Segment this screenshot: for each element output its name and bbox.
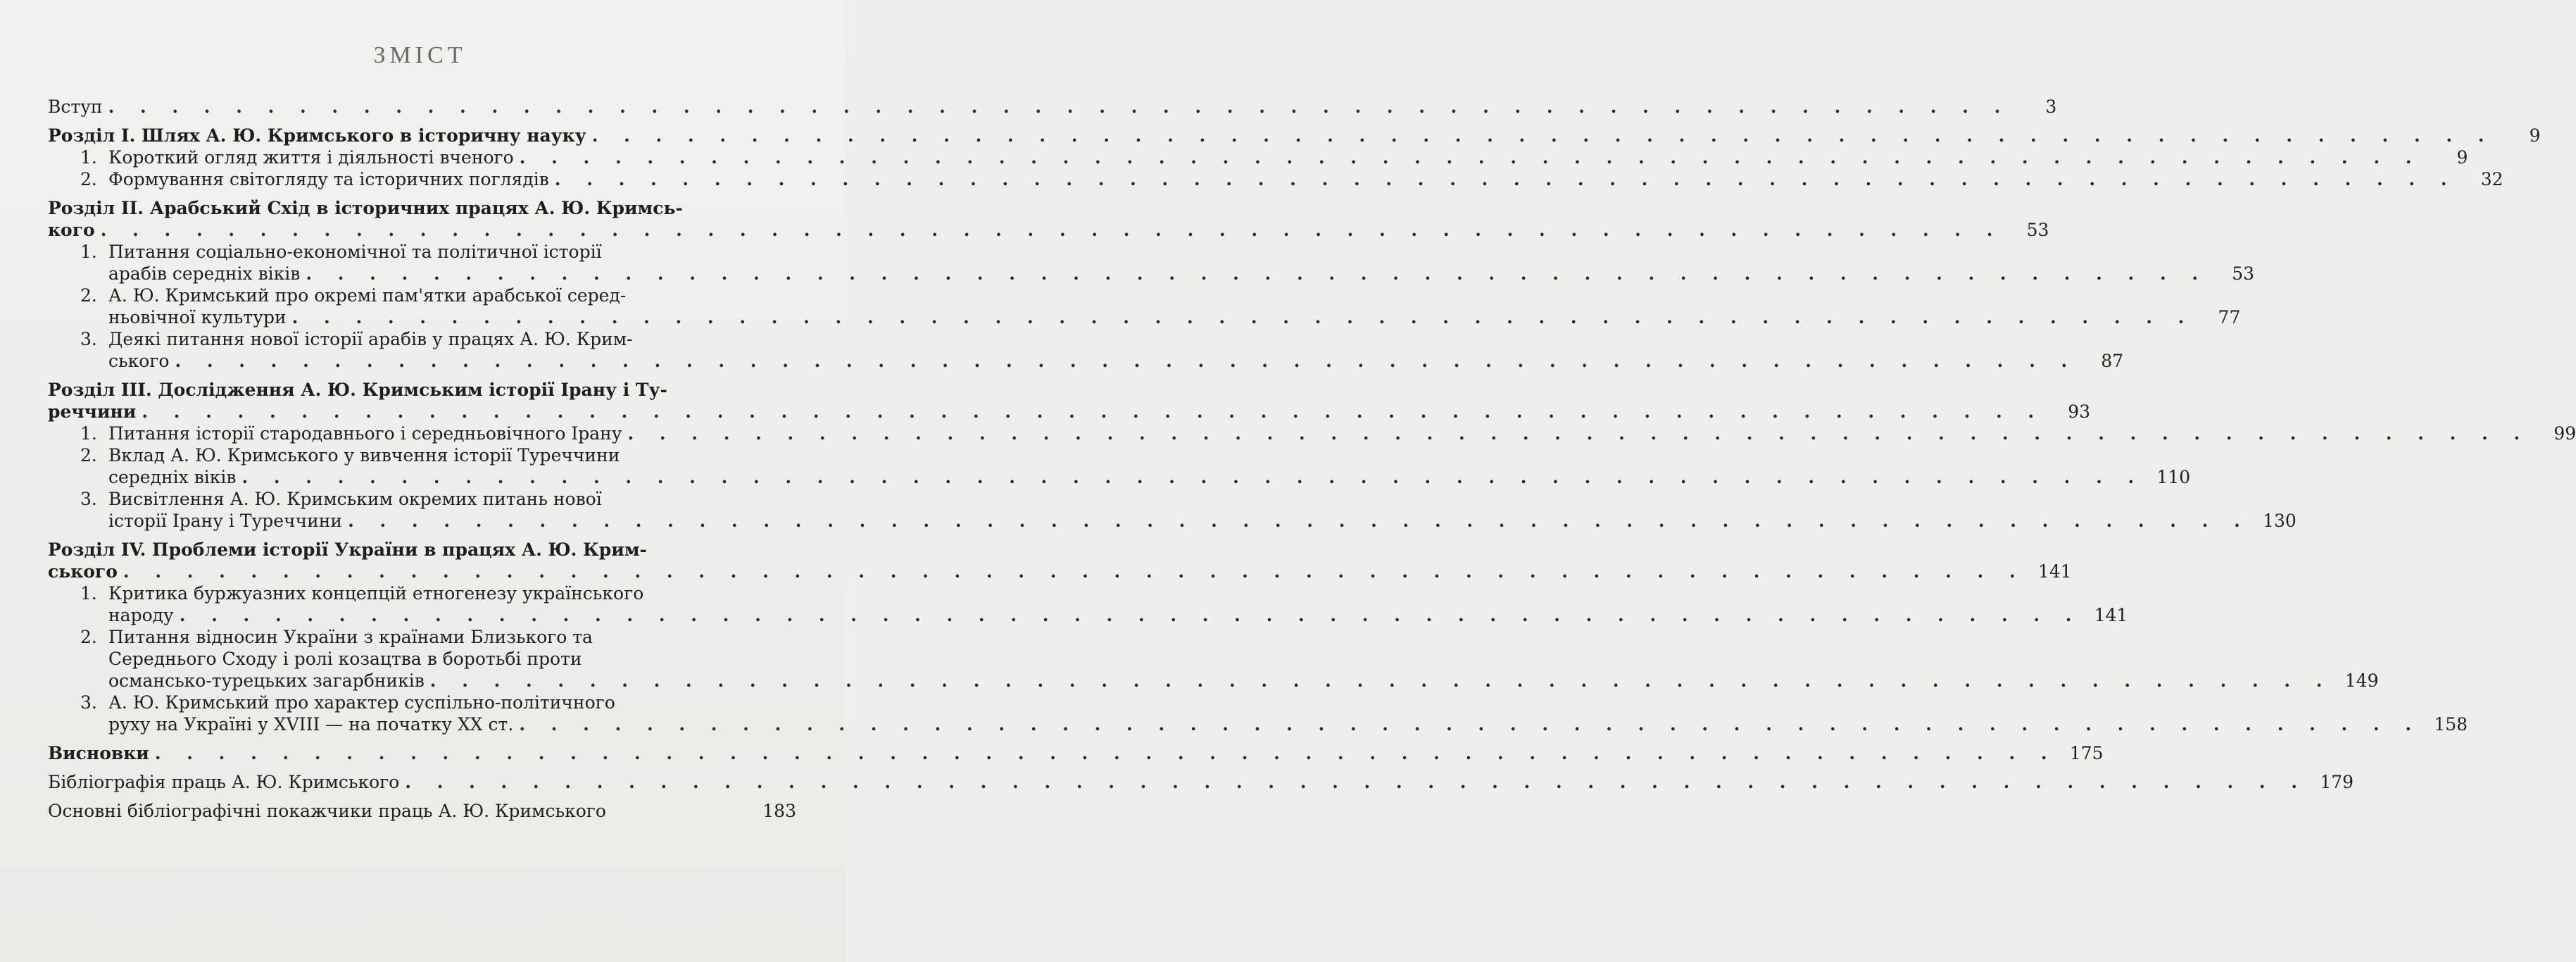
toc-entry-number: 1. xyxy=(80,147,97,168)
page-number: 99 xyxy=(2553,423,2576,444)
table-of-contents xyxy=(44,96,2576,822)
dot-leader: . . . . . . . . . . . . . . . . . . . . . . . . . . . . . . . . . . . . . . . . . . . . . . . . . . . . . . . . . . . . xyxy=(179,605,2082,625)
toc-entry-number: 1. xyxy=(80,242,97,262)
toc-entry-text: арабів середніх віків xyxy=(108,263,301,284)
toc-entry xyxy=(44,96,2057,118)
toc-entry-line xyxy=(44,582,796,604)
page-number: 130 xyxy=(2263,511,2297,531)
toc-entry-number: 2. xyxy=(80,627,97,647)
toc-entry-text: Середнього Сходу і ролі козацтва в боротьбі проти xyxy=(108,649,582,669)
toc-entry xyxy=(44,241,2255,285)
toc-entry-text: Розділ I. Шлях А. Ю. Кримського в історичну науку xyxy=(48,125,586,146)
toc-entry xyxy=(44,444,2191,488)
page-number: 77 xyxy=(2218,307,2241,327)
toc-entry xyxy=(44,168,2503,190)
dot-leader: . . . . . . . . . . . . . . . . . . . . . . . . . . . . . . . . . . . . . . . . . . . . . . . . . . . . . . . . . . . . xyxy=(519,147,2422,168)
page-number: 158 xyxy=(2434,714,2468,735)
toc-entry-line xyxy=(44,444,796,466)
toc-entry xyxy=(44,626,2379,692)
toc-entry xyxy=(44,423,2576,444)
toc-entry-text: середніх віків xyxy=(108,467,237,487)
toc-entry-text: реччини xyxy=(48,401,137,422)
toc-entry xyxy=(44,146,2468,168)
toc-entry-text: Розділ III. Дослідження А. Ю. Кримським історії Ірану і Ту- xyxy=(48,380,667,400)
page-number: 9 xyxy=(2529,125,2541,146)
toc-entry-line xyxy=(44,241,796,263)
toc-entry-line xyxy=(44,561,2072,582)
toc-entry-line xyxy=(44,466,2191,488)
toc-entry-number: 3. xyxy=(80,692,97,713)
toc-entry-line xyxy=(44,328,796,350)
dot-leader: . . . . . . . . . . . . . . . . . . . . . . . . . . . . . . . . . . . . . . . . . . . . . . . . . . . . . . . . . . . . xyxy=(306,263,2209,284)
toc-entry xyxy=(44,197,2049,241)
toc-entry-text: Розділ II. Арабський Схід в історичних працях А. Ю. Кримсь- xyxy=(48,198,683,218)
toc-entry-line xyxy=(44,96,2057,118)
dot-leader: . . . . . . . . . . . . . . . . . . . . . . . . . . . . . . . . . . . . . . . . . . . . . . . . . . . . . . . . . . . . xyxy=(122,561,2025,582)
toc-entry-line xyxy=(44,604,2128,626)
toc-entry-line xyxy=(44,713,2468,735)
dot-leader: . . . . . . . . . . . . . . . . . . . . . . . . . . . . . . . . . . . . . . . . . . . . . . . . . . . . . . . . . . . . xyxy=(429,670,2332,691)
toc-entry-text: ського xyxy=(48,561,118,582)
toc-entry-number: 3. xyxy=(80,329,97,349)
toc-entry-line xyxy=(44,197,796,219)
page-title: ЗМІСТ xyxy=(373,42,467,68)
toc-entry-line xyxy=(44,168,2503,190)
page-number: 179 xyxy=(2320,772,2354,792)
dot-leader: . . . . . . . . . . . . . . . . . . . . . . . . . . . . . . . . . . . . . . . . . . . . . . . . . . . . . . . . . . . . xyxy=(627,423,2530,444)
toc-entry xyxy=(44,125,2541,146)
toc-entry xyxy=(44,379,2091,423)
dot-leader: . . . . . . . . . . . . . . . . . . . . . . . . . . . . . . . . . . . . . . . . . . . . . . . . . . . . . . . . . . . . xyxy=(108,96,2011,117)
toc-entry xyxy=(44,328,2124,372)
dot-leader: . . . . . . . . . . . . . . . . . . . . . . . . . . . . . . . . . . . . . . . . . . . . . . . . . . . . . . . . . . . . xyxy=(591,125,2494,146)
toc-entry-text: кого xyxy=(48,220,95,240)
toc-entry-text: Питання історії стародавнього і середньовічного Ірану xyxy=(108,423,622,444)
toc-entry-text: Висвітлення А. Ю. Кримським окремих питань нової xyxy=(108,489,602,509)
toc-entry xyxy=(44,771,2354,793)
toc-entry-text: Вступ xyxy=(48,96,103,117)
toc-entry-line xyxy=(44,488,796,510)
toc-entry-text: Формування світогляду та історичних поглядів xyxy=(108,169,549,189)
dot-leader: . . . . . . . . . . . . . . . . . . . . . . . . . . . . . . . . . . . . . . . . . . . . . . . . . . . . . . . . . . . . xyxy=(241,467,2144,487)
toc-entry-text: Вклад А. Ю. Кримського у вивчення історії Туреччини xyxy=(108,445,620,466)
toc-entry-number: 3. xyxy=(80,489,97,509)
toc-entry xyxy=(44,800,796,822)
toc-entry-number: 1. xyxy=(80,423,97,444)
page-number: 3 xyxy=(2045,96,2057,117)
toc-entry-text: Висновки xyxy=(48,743,149,763)
toc-entry xyxy=(44,488,2297,532)
toc-entry-line xyxy=(44,742,2104,764)
page-number: 93 xyxy=(2068,401,2091,422)
toc-entry-text: Розділ IV. Проблеми історії України в працях А. Ю. Крим- xyxy=(48,539,647,560)
dot-leader: . . . . . . . . . . . . . . . . . . . . . . . . . . . . . . . . . . . . . . . . . . . . . . . . . . . . . . . . . . . . xyxy=(142,401,2044,422)
page-number: 110 xyxy=(2156,467,2191,487)
toc-entry-text: А. Ю. Кримський про характер суспільно-політичного xyxy=(108,692,615,713)
toc-entry xyxy=(44,692,2468,735)
toc-entry-line xyxy=(44,146,2468,168)
toc-entry-text: А. Ю. Кримський про окремі пам'ятки арабської серед- xyxy=(108,285,627,306)
toc-entry-line xyxy=(44,306,2241,328)
toc-entry-text: руху на Україні у XVIII — на початку XX ст. xyxy=(108,714,514,735)
toc-entry-line xyxy=(44,263,2255,285)
toc-entry xyxy=(44,742,2104,764)
toc-entry-line xyxy=(44,771,2354,793)
dot-leader: . . . . . . . . . . . . . . . . . . . . . . . . . . . . . . . . . . . . . . . . . . . . . . . . . . . . . . . . . . . . xyxy=(405,772,2308,792)
toc-entry-text: історії Ірану і Туреччини xyxy=(108,511,343,531)
toc-entry-text: народу xyxy=(108,605,174,625)
page-number: 53 xyxy=(2026,220,2049,240)
toc-entry-line xyxy=(44,423,2576,444)
toc-entry-line xyxy=(44,648,796,670)
page-number: 141 xyxy=(2094,605,2128,625)
toc-entry-text: Деякі питання нової історії арабів у працях А. Ю. Крим- xyxy=(108,329,633,349)
toc-entry-line xyxy=(44,401,2091,423)
toc-entry-text: Питання відносин України з країнами Близького та xyxy=(108,627,593,647)
page-number: 53 xyxy=(2232,263,2255,284)
toc-entry-line xyxy=(44,350,2124,372)
toc-entry xyxy=(44,582,2128,626)
page-number: 32 xyxy=(2480,169,2503,189)
page-number: 149 xyxy=(2344,670,2379,691)
dot-leader: . . . . . . . . . . . . . . . . . . . . . . . . . . . . . . . . . . . . . . . . . . . . . . . . . . . . . . . . . . . . xyxy=(348,511,2250,531)
toc-entry-number: 2. xyxy=(80,169,97,189)
toc-entry-line xyxy=(44,670,2379,692)
toc-entry-number: 2. xyxy=(80,445,97,466)
toc-entry-line xyxy=(44,219,2049,241)
toc-entry xyxy=(44,285,2241,328)
dot-leader: . . . . . . . . . . . . . . . . . . . . . . . . . . . . . . . . . . . . . . . . . . . . . . . . . . . . . . . . . . . . xyxy=(175,351,2078,371)
toc-entry-text: Питання соціально-економічної та політичної історії xyxy=(108,242,602,262)
toc-entry xyxy=(44,539,2072,582)
dot-leader: . . . . . . . . . . . . . . . . . . . . . . . . . . . . . . . . . . . . . . . . . . . . . . . . . . . . . . . . . . . . xyxy=(154,743,2057,763)
toc-entry-text: ського xyxy=(108,351,170,371)
toc-entry-text: ньовічної культури xyxy=(108,307,287,327)
toc-entry-number: 2. xyxy=(80,285,97,306)
toc-entry-line xyxy=(44,692,796,713)
page-number: 9 xyxy=(2456,147,2468,168)
toc-entry-text: Короткий огляд життя і діяльності вченого xyxy=(108,147,514,168)
dot-leader: . . . . . . . . . . . . . . . . . . . . . . . . . . . . . . . . . . . . . . . . . . . . . . . . . . . . . . . . . . . . xyxy=(291,307,2194,327)
page-number: 87 xyxy=(2101,351,2124,371)
toc-entry-line xyxy=(44,510,2297,532)
toc-entry-line xyxy=(44,379,796,401)
toc-entry-line xyxy=(44,626,796,648)
toc-entry-text: османсько-турецьких загарбників xyxy=(108,670,425,691)
toc-entry-text: Критика буржуазних концепцій етногенезу українського xyxy=(108,583,644,604)
toc-entry-text: Основні бібліографічні покажчики праць А. Ю. Кримського xyxy=(48,801,606,821)
page-number: 183 xyxy=(762,801,796,821)
toc-entry-line xyxy=(44,285,796,306)
dot-leader: . . . . . . . . . . . . . . . . . . . . . . . . . . . . . . . . . . . . . . . . . . . . . . . . . . . . . . . . . . . . xyxy=(100,220,2003,240)
page-number: 141 xyxy=(2037,561,2072,582)
toc-entry-text: Бібліографія праць А. Ю. Кримського xyxy=(48,772,400,792)
toc-entry-line xyxy=(44,800,796,822)
toc-entry-line xyxy=(44,539,796,561)
toc-entry-line xyxy=(44,125,2541,146)
toc-entry-number: 1. xyxy=(80,583,97,604)
page-number: 175 xyxy=(2069,743,2104,763)
dot-leader: . . . . . . . . . . . . . . . . . . . . . . . . . . . . . . . . . . . . . . . . . . . . . . . . . . . . . . . . . . . . xyxy=(519,714,2422,735)
dot-leader: . . . . . . . . . . . . . . . . . . . . . . . . . . . . . . . . . . . . . . . . . . . . . . . . . . . . . . . . . . . . xyxy=(554,169,2457,189)
